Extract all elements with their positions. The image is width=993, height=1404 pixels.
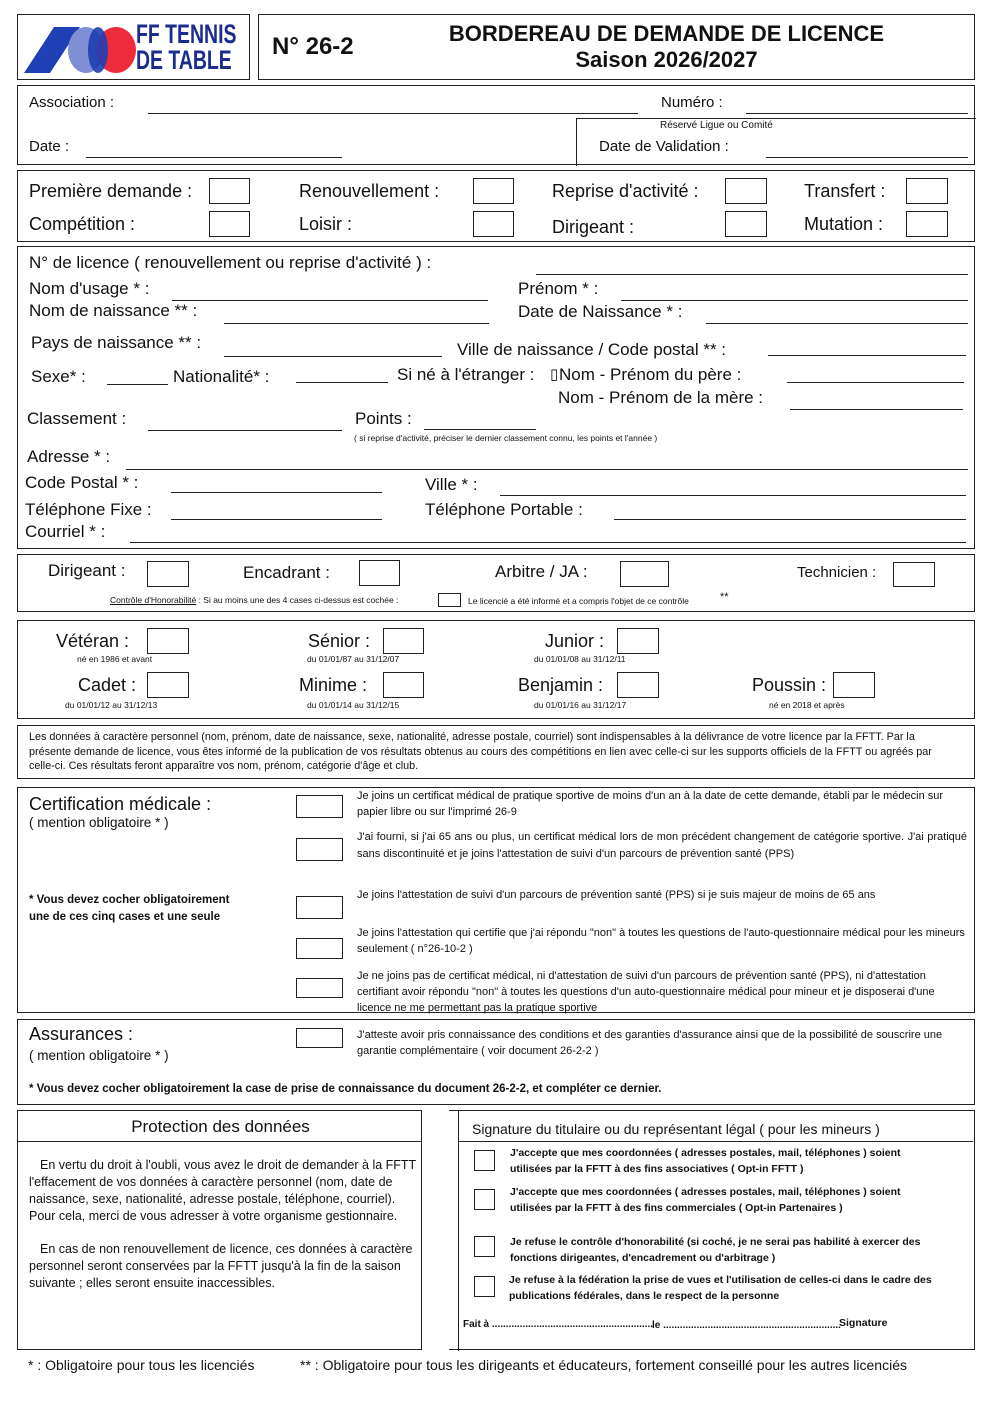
competition-label: Compétition :	[29, 214, 136, 234]
refus-images-text: Je refuse à la fédération la prise de vues et l'utilisation de celles-ci dans le cadre des publications fédérales, dans le respect de la personne	[509, 1274, 932, 1302]
cat-veteran-checkbox[interactable]	[147, 628, 189, 654]
tel-fixe-label: Téléphone Fixe :	[25, 500, 152, 519]
cat-poussin-label: Poussin :	[752, 675, 827, 695]
licence-no-field[interactable]	[536, 274, 968, 275]
role-encadrant-label: Encadrant :	[243, 563, 330, 582]
sexe-field[interactable]	[107, 384, 168, 385]
courriel-field[interactable]	[130, 542, 966, 543]
logo-box	[17, 14, 250, 80]
tel-portable-label: Téléphone Portable :	[425, 500, 583, 519]
association-field[interactable]	[148, 113, 638, 114]
signature-left-rule	[458, 1111, 459, 1351]
data-protection-para1: En vertu du droit à l'oubli, vous avez le droit de demander à la FFTT l'effacement de vos données à caractère personnel (nom, date de naissance, sexe, nationalité, adresse postale, téléphone, courriel). Pour cela, merci de vous adresser à votre organisme gestionnaire.	[29, 1158, 416, 1223]
nom-usage-label: Nom d'usage * :	[29, 279, 150, 298]
prenom-field[interactable]	[621, 300, 968, 301]
courriel-label: Courriel * :	[25, 522, 106, 541]
nom-usage-field[interactable]	[172, 300, 488, 301]
nationalite-label: Nationalité* :	[173, 367, 270, 386]
request-type-section	[17, 170, 975, 242]
logo-text-line1: FF TENNIS	[136, 19, 237, 49]
informe-label: Le licencié a été informé et a compris l'objet de ce contrôle	[468, 596, 689, 606]
roles-section	[17, 554, 975, 612]
insurance-text: J'atteste avoir pris connaissance des conditions et des garanties d'assurance ainsi que de la possibilité de souscrire une garantie complémentaire ( voir document 26-2-2 )	[357, 1029, 943, 1057]
licence-no-label: N° de licence ( renouvellement ou reprise d'activité ) :	[29, 253, 432, 272]
optin-partenaires-text: J'accepte que mes coordonnées ( adresses postales, mail, téléphones ) soient utilisées par la FFTT à des fins commerciales ( Opt-in Partenaires )	[510, 1186, 901, 1214]
pere-field[interactable]	[787, 382, 964, 383]
medical-option-3-text: Je joins l'attestation de suivi d'un parcours de prévention santé (PPS) si je suis majeur de moins de 65 ans	[357, 889, 876, 901]
cat-poussin-checkbox[interactable]	[833, 672, 875, 698]
insurance-checkbox[interactable]	[296, 1028, 343, 1048]
loisir-label: Loisir :	[299, 214, 353, 234]
medical-option-1-checkbox[interactable]	[296, 795, 343, 818]
reprise-label: Reprise d'activité :	[552, 181, 699, 201]
cat-minime-range: du 01/01/14 au 31/12/15	[307, 700, 400, 710]
classement-label: Classement :	[27, 409, 127, 428]
cat-cadet-checkbox[interactable]	[147, 672, 189, 698]
fait-a-field[interactable]: Fait à ..........................................................	[463, 1319, 654, 1330]
medical-option-2-text: J'ai fourni, si j'ai 65 ans ou plus, un certificat médical lors de mon précédent changement de catégorie sportive. J'ai pratiqué sans discontinuité et je joins l'attestation de suivi d'un parcours de prévention santé (PPS)	[357, 831, 967, 860]
medical-option-5-text: Je ne joins pas de certificat médical, ni d'attestation de suivi d'un parcours de prévention santé (PPS), ni d'attestation certifiant avoir répondu "non" à toutes les questions d'un auto-questionnaire médical pour mineur et je disposerai d'une licence ne me permettant pas la pratique sportive	[357, 970, 935, 1014]
adresse-field[interactable]	[126, 469, 968, 470]
premiere-label: Première demande :	[29, 181, 193, 201]
mere-field[interactable]	[790, 409, 963, 410]
refus-images-checkbox[interactable]	[474, 1276, 495, 1297]
cat-senior-checkbox[interactable]	[383, 628, 424, 654]
data-protection-section	[17, 1110, 422, 1350]
form-season: Saison 2026/2027	[575, 47, 758, 72]
points-field[interactable]	[424, 429, 536, 430]
pere-label: Nom - Prénom du père :	[559, 365, 742, 384]
date-label: Date :	[29, 138, 70, 155]
date-naissance-label: Date de Naissance * :	[518, 302, 683, 321]
role-arbitre-label: Arbitre / JA :	[495, 562, 588, 581]
reserved-note: Réservé Ligue ou Comité	[660, 120, 773, 131]
renouvellement-checkbox[interactable]	[473, 178, 514, 204]
optin-partenaires-checkbox[interactable]	[474, 1189, 495, 1210]
dirigeant-type-checkbox[interactable]	[725, 211, 767, 237]
cat-minime-label: Minime :	[299, 675, 368, 695]
controle-honorabilite	[110, 595, 398, 605]
cat-junior-label: Junior :	[545, 631, 605, 651]
cat-cadet-label: Cadet :	[78, 675, 137, 695]
form-number: N° 26-2	[272, 33, 354, 60]
tel-fixe-field[interactable]	[171, 519, 382, 520]
role-dirigeant-label: Dirigeant :	[48, 561, 126, 580]
cat-cadet-range: du 01/01/12 au 31/12/13	[65, 700, 158, 710]
validation-field[interactable]	[766, 157, 968, 158]
transfert-checkbox[interactable]	[906, 178, 948, 204]
ville-naissance-field[interactable]	[768, 355, 966, 356]
signature-title: Signature du titulaire ou du représentant légal ( pour les mineurs )	[472, 1121, 880, 1137]
role-arbitre-checkbox[interactable]	[620, 561, 669, 587]
points-label: Points :	[355, 409, 412, 428]
tel-portable-field[interactable]	[614, 519, 966, 520]
medical-option-1-text: Je joins un certificat médical de pratique sportive de moins d'un an à la date de cette demande, établi par le médecin sur papier libre ou sur l'imprimé 26-9	[357, 790, 944, 818]
form-title: BORDEREAU DE DEMANDE DE LICENCE	[448, 21, 885, 46]
controle-honorabilite-link[interactable]: Contrôle d'Honorabilité	[110, 595, 197, 605]
role-encadrant-checkbox[interactable]	[359, 560, 400, 586]
points-note: ( si reprise d'activité, préciser le dernier classement connu, les points et l'année )	[354, 433, 658, 443]
mutation-label: Mutation :	[804, 214, 884, 234]
medical-section	[17, 787, 975, 1013]
association-label: Association :	[29, 94, 115, 111]
pays-naissance-field[interactable]	[224, 356, 442, 357]
data-protection-divider	[18, 1141, 421, 1142]
classement-field[interactable]	[148, 430, 342, 431]
competition-checkbox[interactable]	[209, 211, 250, 237]
data-protection-title: Protection des données	[131, 1117, 310, 1136]
cat-poussin-range: né en 2018 et après	[769, 700, 845, 710]
transfert-label: Transfert :	[804, 181, 886, 201]
code-postal-label: Code Postal * :	[25, 473, 139, 492]
informe-checkbox[interactable]	[438, 593, 461, 607]
data-protection-para2: En cas de non renouvellement de licence, ces données à caractère personnel seront conservées par la FFTT jusqu'à la fin de la saison suivante ; elles seront ensuite inaccessibles.	[29, 1242, 413, 1290]
medical-mention: ( mention obligatoire * )	[29, 815, 169, 830]
identity-section	[17, 246, 975, 549]
pays-naissance-label: Pays de naissance ** :	[31, 333, 202, 352]
le-field[interactable]: le ................................................................	[652, 1320, 841, 1331]
premiere-checkbox[interactable]	[209, 178, 250, 204]
footer-star1: * : Obligatoire pour tous les licenciés	[28, 1357, 255, 1373]
medical-option-4-text: Je joins l'attestation qui certifie que j'ai répondu "non" à toutes les questions de l'auto-questionnaire médical pour les mineurs seulement ( n°26-10-2 )	[357, 927, 965, 955]
cat-veteran-label: Vétéran :	[56, 631, 130, 651]
numero-label: Numéro :	[661, 94, 723, 111]
code-postal-field[interactable]	[171, 492, 382, 493]
role-technicien-label: Technicien :	[797, 564, 877, 581]
categories-section	[17, 620, 975, 719]
cat-veteran-range: né en 1986 et avant	[77, 654, 153, 664]
cat-minime-checkbox[interactable]	[383, 672, 424, 698]
prenom-label: Prénom * :	[518, 279, 599, 298]
dirigeant-type-label: Dirigeant :	[552, 217, 635, 237]
renouvellement-label: Renouvellement :	[299, 181, 440, 201]
ville-label: Ville * :	[425, 475, 478, 494]
insurance-title: Assurances :	[29, 1024, 134, 1044]
logo-text-line2: DE TABLE	[136, 45, 232, 75]
numero-field[interactable]	[746, 113, 968, 114]
title-box	[258, 14, 975, 80]
medical-option-2-checkbox[interactable]	[296, 838, 343, 861]
signature-section	[449, 1110, 975, 1350]
date-naissance-field[interactable]	[706, 323, 968, 324]
adresse-label: Adresse * :	[27, 447, 111, 466]
nationalite-field[interactable]	[296, 382, 388, 383]
cat-junior-range: du 01/01/08 au 31/12/11	[534, 654, 626, 664]
medical-option-4-checkbox[interactable]	[296, 938, 343, 959]
mere-label: Nom - Prénom de la mère :	[558, 388, 764, 407]
loisir-checkbox[interactable]	[473, 211, 514, 237]
etranger-label: Si né à l'étranger :	[397, 365, 535, 384]
insurance-mention: ( mention obligatoire * )	[29, 1048, 169, 1063]
medical-warning-2: une de ces cinq cases et une seule	[29, 911, 221, 923]
footer-star2: ** : Obligatoire pour tous les dirigeants et éducateurs, fortement conseillé pour les autres licenciés	[300, 1357, 907, 1373]
privacy-notice-box	[17, 725, 975, 779]
mutation-checkbox[interactable]	[906, 211, 948, 237]
fftt-logo-icon	[24, 21, 140, 75]
role-dirigeant-checkbox[interactable]	[147, 561, 189, 587]
ville-field[interactable]	[500, 495, 966, 496]
controle-honorabilite-text: : Si au moins une des 4 cases ci-dessus est cochée :	[196, 595, 399, 605]
cat-junior-checkbox[interactable]	[617, 628, 659, 654]
optin-fftt-text: J'accepte que mes coordonnées ( adresses postales, mail, téléphones ) soient utilisées par la FFTT à des fins associatives ( Opt-in FFTT )	[510, 1147, 901, 1175]
signature-divider	[458, 1141, 973, 1142]
reprise-checkbox[interactable]	[725, 178, 767, 204]
validation-label: Date de Validation :	[599, 138, 729, 155]
insurance-section	[17, 1019, 975, 1105]
informe-stars: **	[720, 591, 729, 603]
cat-benjamin-range: du 01/01/16 au 31/12/17	[534, 700, 627, 710]
medical-title: Certification médicale :	[29, 794, 212, 814]
cat-senior-label: Sénior :	[308, 631, 371, 651]
signature-label: Signature	[839, 1317, 888, 1329]
medical-option-3-checkbox[interactable]	[296, 896, 343, 919]
optin-fftt-checkbox[interactable]	[474, 1150, 495, 1171]
medical-warning-1: * Vous devez cocher obligatoirement	[29, 894, 230, 906]
date-field[interactable]	[86, 157, 342, 158]
club-section	[17, 85, 975, 165]
role-technicien-checkbox[interactable]	[893, 562, 935, 587]
medical-option-5-checkbox[interactable]	[296, 978, 343, 998]
insurance-warning: * Vous devez cocher obligatoirement la case de prise de connaissance du document 26-2-2, et compléter ce dernier.	[29, 1083, 662, 1095]
refus-honorabilite-checkbox[interactable]	[474, 1236, 495, 1257]
privacy-notice-text: Les données à caractère personnel (nom, prénom, date de naissance, sexe, nationalité, adresse postale, courriel) sont indispensables à la délivrance de votre licence par la FFTT. Par la présente demande de licence, vous êtes informé de la publication de vos résultats obtenus au cours des compétitions en lien avec celle-ci sur les supports officiels de la FFTT ou agréés par celle-ci. Ces résultats feront apparaître vos nom, prénom, catégorie d'âge et club.	[29, 731, 932, 772]
sexe-label: Sexe* :	[31, 367, 86, 386]
nom-naissance-label: Nom de naissance ** :	[29, 301, 198, 320]
etranger-glyph: ▯	[550, 366, 559, 383]
cat-benjamin-label: Benjamin :	[518, 675, 604, 695]
cat-senior-range: du 01/01/87 au 31/12/07	[307, 654, 400, 664]
ville-naissance-label: Ville de naissance / Code postal ** :	[457, 340, 727, 359]
refus-honorabilite-text: Je refuse le contrôle d'honorabilité (si coché, je ne serai pas habilité à exercer des fonctions dirigeantes, d'encadrement ou d'arbitrage )	[510, 1236, 921, 1264]
cat-benjamin-checkbox[interactable]	[617, 672, 659, 698]
nom-naissance-field[interactable]	[224, 323, 489, 324]
